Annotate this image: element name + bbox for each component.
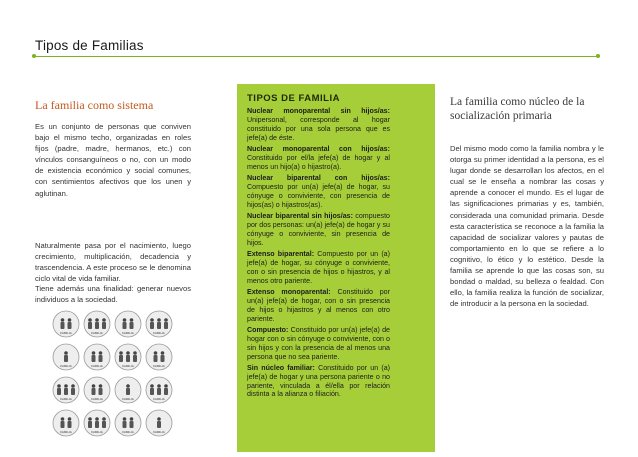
family-type-entry (247, 288, 390, 323)
family-icon-label: FAMILIA (60, 397, 72, 401)
family-icon-label: FAMILIA (153, 430, 165, 434)
family-icon-label: FAMILIA (153, 364, 165, 368)
family-icon (53, 311, 79, 337)
entry-description: Constituido por un(a) jefe(a) de hogar, con o sin presencia de hijos o hijastros y al menos con otro pariente. (247, 288, 390, 323)
family-icon (84, 344, 110, 370)
family-icon (115, 377, 141, 403)
family-icon-label: FAMILIA (91, 397, 103, 401)
family-type-list (247, 107, 390, 402)
family-icon (146, 311, 172, 337)
family-type-entry (247, 364, 390, 399)
family-icon (53, 344, 79, 370)
family-icon-label: FAMILIA (91, 364, 103, 368)
family-icon (53, 410, 79, 436)
page-header-title: Tipos de Familias (35, 38, 144, 53)
entry-description: Constituido por el/la jefe(a) de hogar y al menos un hijo(a) o hijastro(a). (247, 153, 390, 171)
entry-term: Nuclear biparental con hijos/as: (247, 174, 390, 183)
entry-term: Sin núcleo familiar: (247, 363, 315, 372)
family-icon-label: FAMILIA (91, 430, 103, 434)
family-icon (84, 410, 110, 436)
family-types-panel (237, 84, 435, 452)
family-type-entry (247, 250, 390, 285)
family-icon-label: FAMILIA (153, 397, 165, 401)
right-paragraph: Del mismo modo como la familia nombra y le otorga su primer identidad a la persona, es el lugar donde se desarrollan los afectos, en el cual se le enseña a nombrar las cosas y aprende a conocer el mundo. Es el lugar de las significaciones primarias y es, también, considerada una comunidad primaria. Desde esta característica se reconoce a la familia la capacidad de socializar valores y pautas de comportamiento en lo que se refiere a lo cognitivo, lo ético y lo estético. Desde la familia se aprende lo que las cosas son, su bondad o maldad, su belleza o fealdad. Con ello, la familia realiza la función de socializar, de introducir a la persona en la sociedad. (450, 144, 604, 309)
panel-title: TIPOS DE FAMILIA (247, 93, 340, 104)
family-icon-label: FAMILIA (91, 331, 103, 335)
family-icon-label: FAMILIA (60, 331, 72, 335)
entry-term: Nuclear biparental sin hijos/as: (247, 212, 353, 221)
family-icon (146, 377, 172, 403)
family-icon-label: FAMILIA (60, 364, 72, 368)
family-icons-grid (52, 310, 177, 452)
family-icon (84, 311, 110, 337)
family-type-entry (247, 107, 390, 142)
left-paragraph-2: Naturalmente pasa por el nacimiento, luego crecimiento, multiplicación, decadencia y trascendencia. A este proceso se le denomina ciclo vital de vida familiar. (35, 241, 191, 284)
family-icon (115, 410, 141, 436)
family-type-entry (247, 174, 390, 209)
family-icon (115, 311, 141, 337)
entry-term: Nuclear monoparental con hijos/as: (247, 144, 390, 153)
family-icon-label: FAMILIA (122, 397, 134, 401)
entry-term: Extenso biparental: (247, 250, 315, 259)
family-icon (84, 377, 110, 403)
left-paragraph-3: Tiene además una finalidad: generar nuevos individuos a la sociedad. (35, 284, 191, 305)
entry-description: Constituido por un (a) jefe(a) de hogar y una persona pariente o no pariente, vinculada a él/ella por relación distinta a la alianza o filiación. (247, 363, 391, 399)
entry-description: Constituido por un(a) jefe(a) de hogar con o sin cónyuge o conviviente, con o sin hijos y con la presencia de al menos una persona que no sea pariente. (247, 325, 390, 361)
entry-description: Compuesto por un(a) jefe(a) de hogar, su cónyuge o conviviente, con presencia de hijos(as) o hijastros(as). (247, 182, 390, 209)
family-icon-label: FAMILIA (60, 430, 72, 434)
family-types-figure (52, 310, 177, 452)
family-icon-label: FAMILIA (153, 331, 165, 335)
entry-term: Extenso monoparental: (247, 288, 331, 296)
entry-description: Unipersonal, corresponde al hogar constituido por una sola persona que es jefe(a) de éste. (247, 115, 390, 142)
family-icon-label: FAMILIA (122, 331, 134, 335)
entry-term: Nuclear monoparental sin hijos/as: (247, 107, 390, 115)
left-section-title: La familia como sistema (35, 98, 154, 112)
entry-description: Compuesto por un (a) jefe(a) de hogar, su cónyuge o conviviente, con o sin presencia de hijos o hijastros, y al menos otro pariente. (247, 250, 390, 285)
family-icon (53, 377, 79, 403)
entry-term: Compuesto: (247, 325, 289, 334)
header-rule (35, 56, 598, 57)
left-paragraph-1: Es un conjunto de personas que conviven bajo el mismo techo, organizadas en roles fijos (padre, madre, hermanos, etc.) con vínculos consanguíneos o no, con un modo de existencia económico y social comunes, con sentimientos afectivos que los unen y aglutinan. (35, 122, 191, 198)
family-type-entry (247, 326, 390, 361)
rule-dot-right (596, 54, 600, 58)
family-type-entry (247, 145, 390, 172)
family-icon-label: FAMILIA (122, 430, 134, 434)
family-icon-label: FAMILIA (122, 364, 134, 368)
family-type-entry (247, 212, 390, 247)
family-icon (146, 344, 172, 370)
family-icon (146, 410, 172, 436)
entry-description: compuesto por dos personas: un(a) jefe(a) de hogar y su cónyuge o conviviente, sin presencia de hijos. (247, 212, 390, 247)
family-icon (115, 344, 141, 370)
right-section-title: La familia como núcleo de la socialización primaria (450, 96, 585, 122)
